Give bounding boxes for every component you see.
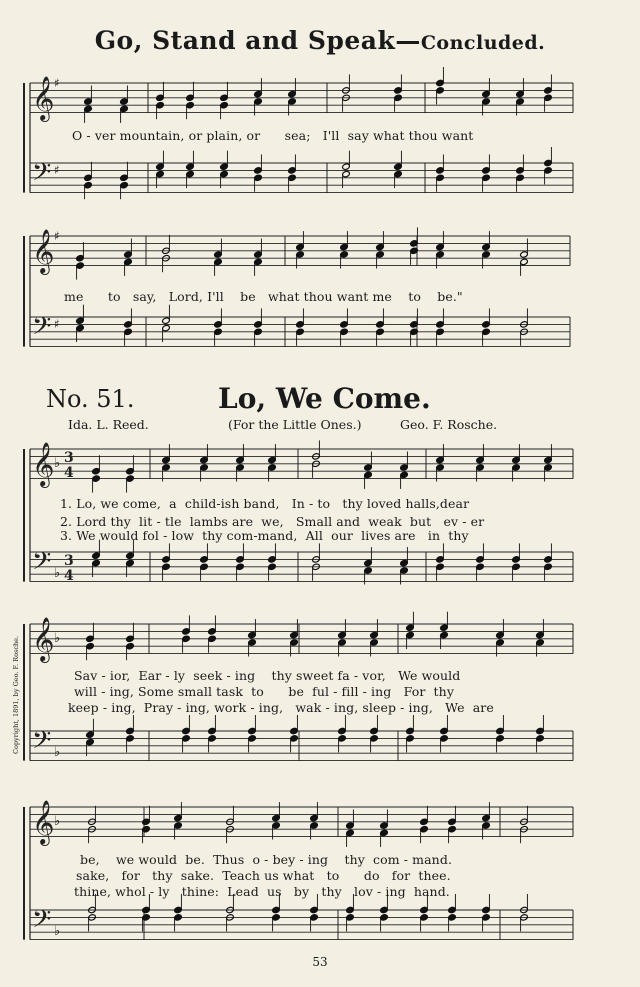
lyric-verse-3-system-4: keep - ing, Pray - ing, work - ing, wak - ing, sleep - ing, We are	[68, 700, 494, 715]
flat-sign: ♭	[54, 631, 61, 646]
hymn-number: No. 51.	[46, 385, 135, 413]
flat-sign: ♭	[54, 924, 61, 939]
treble-clef: 𝄞	[32, 76, 55, 120]
hymn-composer: Geo. F. Rosche.	[400, 417, 498, 432]
treble-clef: 𝄞	[32, 229, 55, 273]
lyric-verse-3-system-5: thine, whol - ly thine: Lead us by thy lov - ing hand.	[74, 884, 450, 899]
treble-clef: 𝄞	[32, 617, 55, 661]
treble-clef: 𝄞	[32, 800, 55, 844]
title-concluded: Concluded.	[420, 32, 546, 54]
treble-clef: 𝄞	[32, 442, 55, 486]
lyric-line-system-2: me to say, Lord, I'll be what thou want me to be."	[64, 289, 463, 304]
hymn-note: (For the Little Ones.)	[228, 417, 362, 432]
lyric-verse-3-system-3: 3. We would fol - low thy com-mand, All our lives are in thy	[60, 528, 469, 543]
sharp-sign: ♯	[54, 163, 60, 177]
flat-sign: ♭	[54, 456, 61, 471]
bass-clef: 𝄢	[32, 905, 52, 940]
title-main: Go, Stand and Speak	[94, 26, 396, 55]
lyric-verse-2-system-4: will - ing, Some small task to be ful - fill - ing For thy	[74, 684, 454, 699]
flat-sign: ♭	[54, 745, 61, 760]
bass-clef: 𝄢	[32, 726, 52, 761]
bass-clef: 𝄢	[32, 547, 52, 582]
lyric-verse-1-system-5: be, we would be. Thus o - bey - ing thy com - mand.	[80, 852, 453, 867]
hymn-author: Ida. L. Reed.	[68, 417, 149, 432]
lyric-verse-2-system-5: sake, for thy sake. Teach us what to do for thee.	[76, 868, 451, 883]
time-signature-bottom: 4	[64, 568, 74, 584]
flat-sign: ♭	[54, 814, 61, 829]
flat-sign: ♭	[54, 566, 61, 581]
title-dash: —	[395, 26, 421, 55]
lyric-verse-2-system-3: 2. Lord thy lit - tle lambs are we, Small and weak but ev - er	[60, 514, 485, 529]
time-signature-bottom: 4	[64, 465, 74, 481]
bass-clef: 𝄢	[32, 312, 52, 347]
time-signature-top: 3	[64, 450, 74, 466]
lyric-verse-1-system-3: 1. Lo, we come, a child-ish band, In - to thy loved halls,dear	[60, 496, 470, 511]
copyright-margin-note: Copyright, 1891, by Geo. F. Rosche.	[12, 635, 20, 754]
sharp-sign: ♯	[54, 229, 60, 243]
lyric-verse-1-system-4: Sav - ior, Ear - ly seek - ing thy sweet fa - vor, We would	[74, 668, 461, 683]
sharp-sign: ♯	[54, 76, 60, 90]
sharp-sign: ♯	[54, 317, 60, 331]
page-number: 53	[312, 955, 328, 969]
time-signature-top: 3	[64, 553, 74, 569]
lyric-line-system-1: O - ver mountain, or plain, or sea; I'll say what thou want	[72, 128, 474, 143]
bass-clef: 𝄢	[32, 158, 52, 193]
hymn-title: Lo, We Come.	[218, 382, 431, 415]
